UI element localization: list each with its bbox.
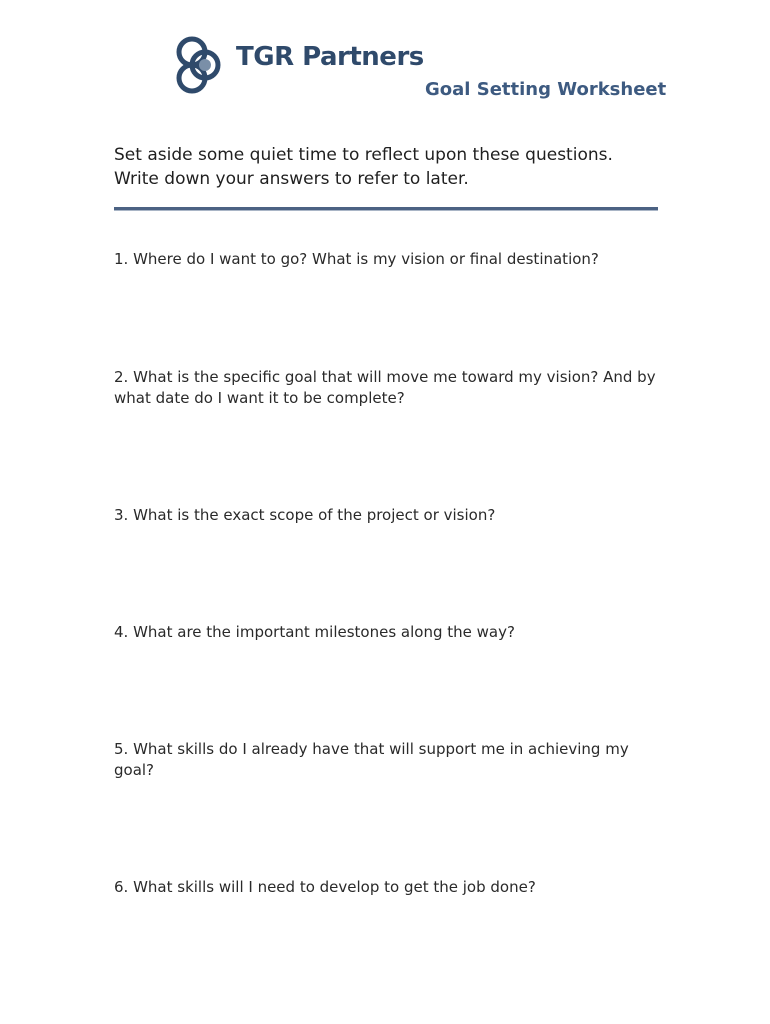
intro-line-1: Set aside some quiet time to reflect upon these questions. bbox=[114, 145, 613, 165]
question-5: 5. What skills do I already have that will support me in achieving my goal? bbox=[114, 740, 629, 779]
page-title: Goal Setting Worksheet bbox=[425, 79, 667, 100]
question-3: 3. What is the exact scope of the project or vision? bbox=[114, 506, 496, 524]
question-2: 2. What is the specific goal that will move me toward my vision? And by what date do I want it to be complete? bbox=[114, 368, 656, 407]
question-1: 1. Where do I want to go? What is my vision or final destination? bbox=[114, 250, 599, 268]
interlocking-circles-logo-icon bbox=[172, 34, 232, 96]
intro-line-2: Write down your answers to refer to later. bbox=[114, 169, 469, 189]
intro-text bbox=[114, 143, 674, 191]
brand-name: TGR Partners bbox=[236, 42, 424, 72]
question-4: 4. What are the important milestones along the way? bbox=[114, 623, 515, 641]
question-6: 6. What skills will I need to develop to get the job done? bbox=[114, 878, 536, 896]
header-divider bbox=[114, 207, 658, 211]
